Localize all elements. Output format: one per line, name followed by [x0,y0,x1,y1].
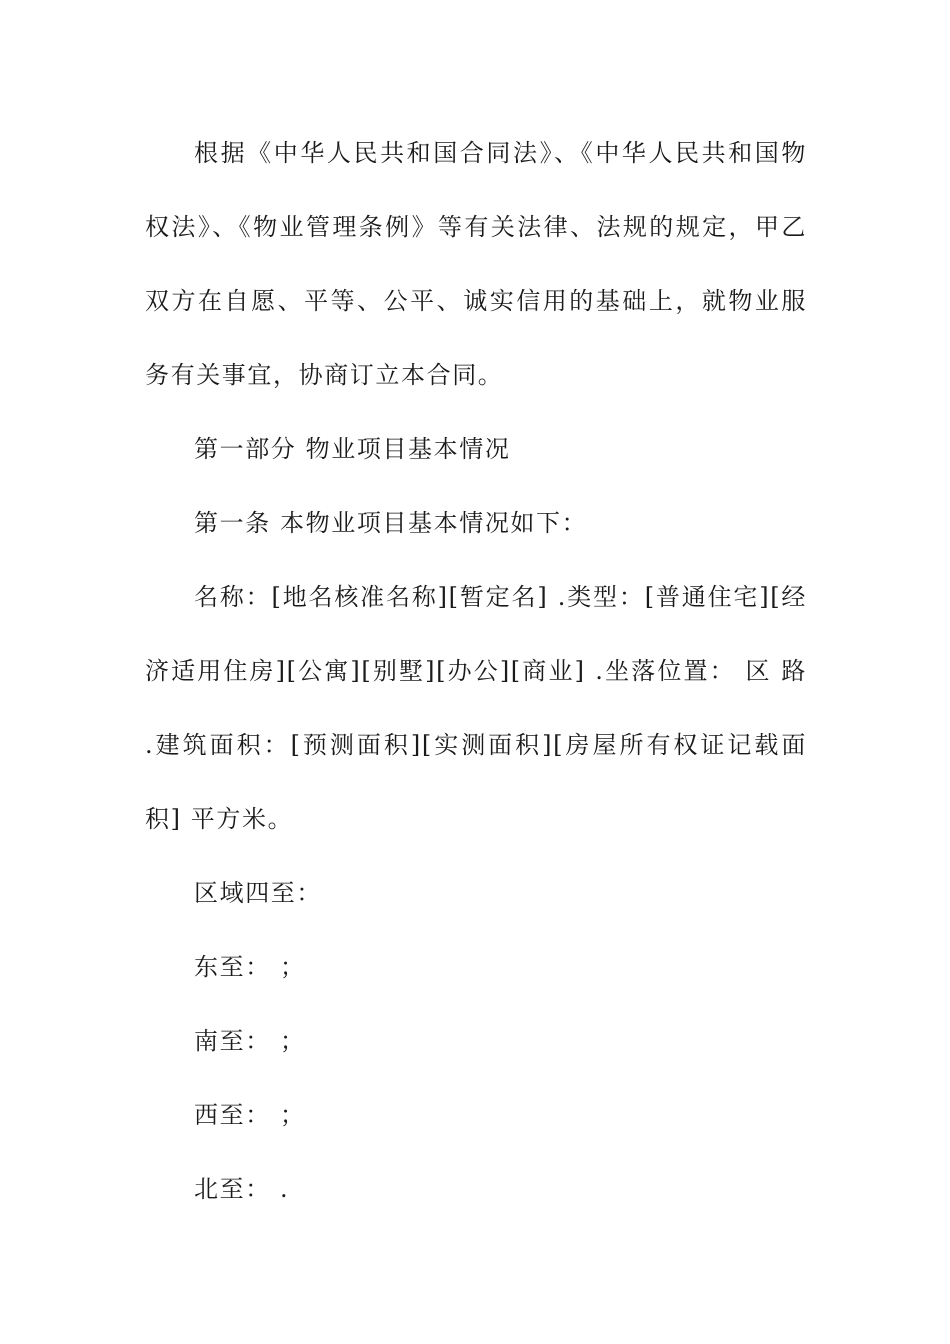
boundary-north: 北至： . [194,1175,290,1203]
preamble-paragraph: 根据《中华人民共和国合同法》、《中华人民共和国物权法》、《物业管理条例》等有关法律、法规的规定，甲乙双方在自愿、平等、公平、诚实信用的基础上，就物业服务有关事宜，协商订立本合同。 [145,139,807,389]
part-one-heading: 第一部分 物业项目基本情况 [194,435,511,463]
project-info-paragraph: 名称：[地名核准名称][暂定名] .类型：[普通住宅][经济适用住房][公寓][别墅][办公][商业] .坐落位置： 区 路 .建筑面积：[预测面积][实测面积][房屋所有权证记载面积] 平方米。 [145,583,807,833]
document-body [145,116,807,1226]
boundaries-label: 区域四至： [194,879,322,907]
boundary-south: 南至： ； [194,1027,306,1055]
boundary-east: 东至： ； [194,953,306,981]
article-one-heading: 第一条 本物业项目基本情况如下： [194,509,588,537]
boundary-west: 西至： ； [194,1101,306,1129]
